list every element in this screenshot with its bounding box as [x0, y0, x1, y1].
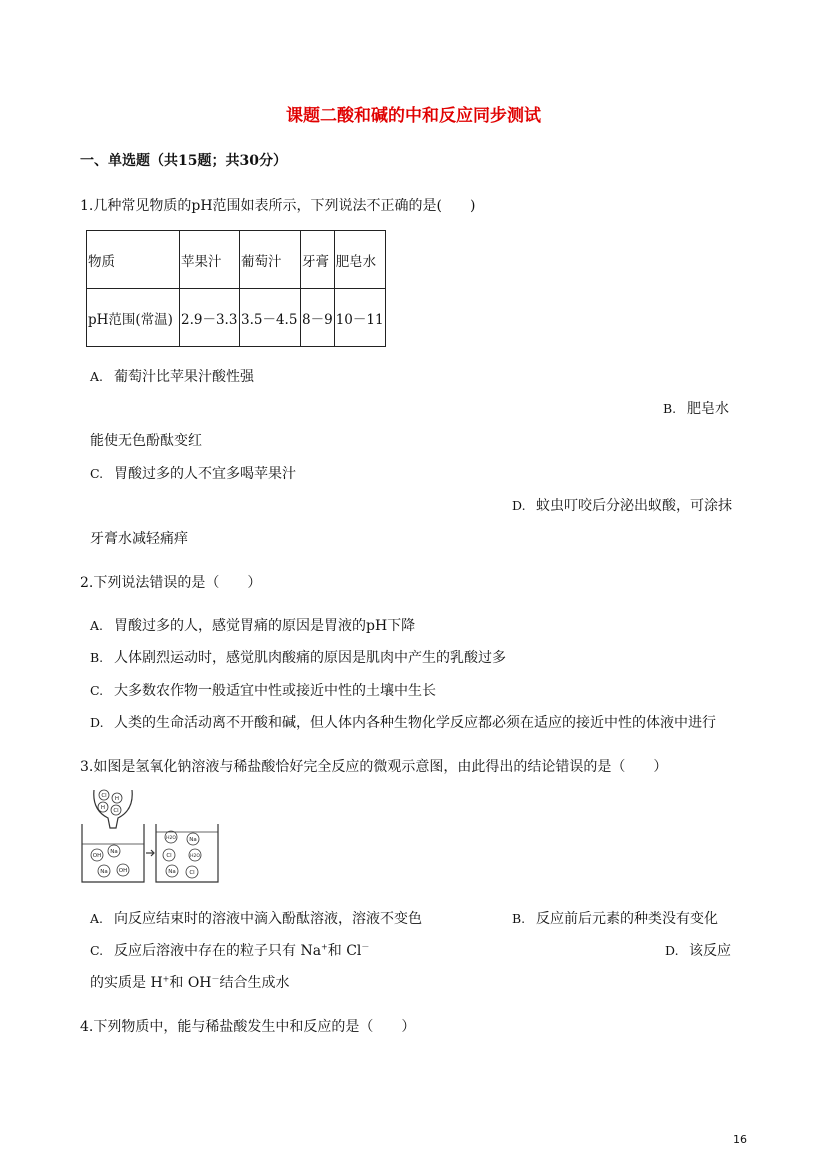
table-cell: 葡萄汁 [240, 231, 301, 289]
right-beaker [156, 824, 218, 882]
q1-option-b-continuation: 能使无色酚酞变红 [90, 433, 202, 449]
q1-option-d-continuation: 牙膏水减轻痛痒 [90, 531, 188, 547]
q3-option-a: A. 向反应结束时的溶液中滴入酚酞溶液，溶液不变色 [90, 911, 422, 927]
q1-option-b: B. 肥皂水 [663, 401, 729, 417]
q2-option-c: C. 大多数农作物一般适宜中性或接近中性的土壤中生长 [90, 683, 436, 699]
q1-option-d: D. 蚊虫叮咬后分泌出蚁酸，可涂抹 [512, 498, 732, 514]
question-1-stem: 1.几种常见物质的pH范围如表所示，下列说法不正确的是( ) [80, 198, 476, 214]
particle-label: OH [118, 868, 128, 874]
table-row [87, 231, 386, 289]
table-cell: 10－11 [334, 289, 385, 347]
ph-table [86, 230, 386, 347]
question-3-stem: 3.如图是氢氧化钠溶液与稀盐酸恰好完全反应的微观示意图，由此得出的结论错误的是（ ） [80, 759, 668, 775]
particle-label: H2O [166, 836, 176, 841]
table-cell: 物质 [87, 231, 180, 289]
particle-label: H [114, 796, 120, 802]
q2-option-a: A. 胃酸过多的人，感觉胃痛的原因是胃液的pH下降 [90, 618, 416, 634]
particle-label: Na [189, 837, 197, 843]
page-number: 16 [733, 1133, 747, 1146]
particle-label: Cl [101, 793, 107, 799]
q3-option-b: B. 反应前后元素的种类没有变化 [512, 911, 718, 927]
question-2-stem: 2.下列说法错误的是（ ） [80, 575, 262, 591]
page-title: 课题二酸和碱的中和反应同步测试 [286, 106, 541, 126]
particle-label: Na [100, 869, 108, 875]
particle-label: Cl [113, 808, 119, 814]
table-cell: 牙膏 [301, 231, 335, 289]
q3-option-d: D. 该反应 [665, 943, 731, 959]
particle-label: Cl [166, 853, 172, 859]
section-heading: 一、单选题（共15题；共30分） [80, 153, 287, 169]
q1-option-a: A. 葡萄汁比苹果汁酸性强 [90, 369, 254, 385]
question-4-stem: 4.下列物质中，能与稀盐酸发生中和反应的是（ ） [80, 1019, 416, 1035]
table-cell: 苹果汁 [180, 231, 240, 289]
particle-label: H2O [190, 854, 200, 859]
table-cell: 3.5－4.5 [240, 289, 301, 347]
reaction-diagram [80, 784, 220, 886]
table-cell: 8－9 [301, 289, 335, 347]
q2-option-d: D. 人类的生命活动离不开酸和碱，但人体内各种生物化学反应都必须在适应的接近中性的体液中进行 [90, 715, 716, 731]
particle-label: H [100, 805, 106, 811]
table-row [87, 289, 386, 347]
particle-label: OH [92, 853, 102, 859]
table-cell: 肥皂水 [334, 231, 385, 289]
q1-option-c: C. 胃酸过多的人不宜多喝苹果汁 [90, 466, 296, 482]
particle-label: Cl [189, 870, 195, 876]
table-cell: pH范围(常温) [87, 289, 180, 347]
table-cell: 2.9－3.3 [180, 289, 240, 347]
particle-label: Na [110, 849, 118, 855]
q3-option-c: C. 反应后溶液中存在的粒子只有 Na+和 Cl－ [90, 942, 370, 959]
q3-option-d-continuation: 的实质是 H+和 OH－结合生成水 [90, 974, 290, 991]
q2-option-b: B. 人体剧烈运动时，感觉肌肉酸痛的原因是肌肉中产生的乳酸过多 [90, 650, 506, 666]
particle-label: Na [168, 869, 176, 875]
